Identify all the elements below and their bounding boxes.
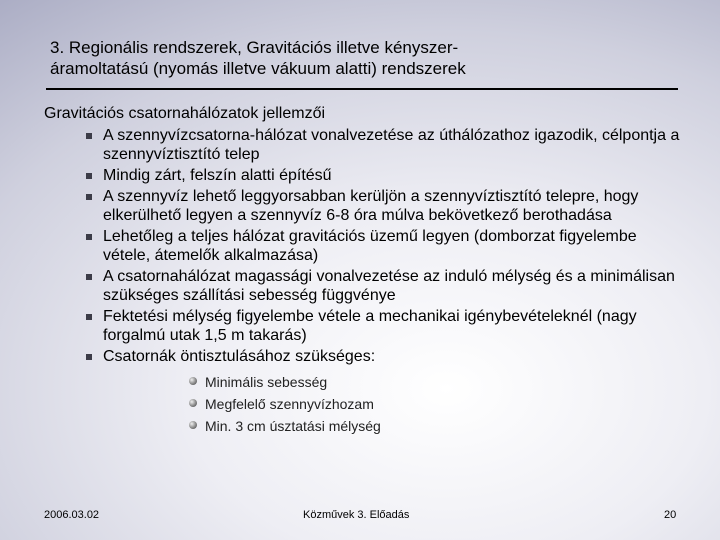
footer-date: 2006.03.02 xyxy=(44,509,100,521)
bullet-text: A szennyvízcsatorna-hálózat vonalvezetése az úthálózathoz igazodik, célpontja a szennyvíztisztító telep xyxy=(103,127,680,163)
slide-title-line-1: 3. Regionális rendszerek, Gravitációs illetve kényszer- xyxy=(50,38,459,57)
sub-bullet-text: Megfelelő szennyvízhozam xyxy=(205,396,374,412)
sub-bullet-text: Min. 3 cm úsztatási mélység xyxy=(205,418,381,434)
bullet-text: Fektetési mélység figyelembe vétele a mechanikai igénybevételeknél (nagy forgalmú utak 1,5 m takarás) xyxy=(103,308,637,344)
title-divider xyxy=(46,88,678,90)
footer-title: Közművek 3. Előadás xyxy=(303,509,410,521)
bullet-item xyxy=(44,267,684,305)
slide-body xyxy=(44,104,684,437)
section-heading: Gravitációs csatornahálózatok jellemzői xyxy=(44,105,326,122)
square-bullet-icon xyxy=(86,173,92,179)
sub-bullet-list xyxy=(44,371,684,437)
sub-bullet-item xyxy=(44,393,684,415)
bullet-text: Mindig zárt, felszín alatti építésű xyxy=(103,167,332,184)
bullet-text: Lehetőleg a teljes hálózat gravitációs üzemű legyen (domborzat figyelembe vétele, átemelők alkalmazása) xyxy=(103,228,637,264)
slide-title xyxy=(50,37,690,79)
sub-bullet-item xyxy=(44,415,684,437)
bullet-text: A szennyvíz lehető leggyorsabban kerüljön a szennyvíztisztító telepre, hogy elkerülhető legyen a szennyvíz 6-8 óra múlva bekövetkező berothadása xyxy=(103,188,639,224)
round-bullet-icon xyxy=(189,421,197,429)
round-bullet-icon xyxy=(189,399,197,407)
page-number: 20 xyxy=(664,509,677,521)
bullet-item xyxy=(44,187,684,225)
bullet-item xyxy=(44,307,684,345)
slide-title-line-2: áramoltatású (nyomás illetve vákuum alatti) rendszerek xyxy=(50,59,466,78)
square-bullet-icon xyxy=(86,234,92,240)
bullet-text: Csatornák öntisztulásához szükséges: xyxy=(103,348,376,365)
square-bullet-icon xyxy=(86,354,92,360)
square-bullet-icon xyxy=(86,133,92,139)
bullet-item xyxy=(44,227,684,265)
bullet-text: A csatornahálózat magassági vonalvezetése az induló mélység és a minimálisan szükséges szállítási sebesség függvénye xyxy=(103,268,675,304)
bullet-list xyxy=(44,126,684,366)
bullet-item xyxy=(44,347,684,366)
bullet-item xyxy=(44,126,684,164)
square-bullet-icon xyxy=(86,274,92,280)
bullet-item xyxy=(44,166,684,185)
sub-bullet-item xyxy=(44,371,684,393)
square-bullet-icon xyxy=(86,314,92,320)
square-bullet-icon xyxy=(86,194,92,200)
round-bullet-icon xyxy=(189,377,197,385)
sub-bullet-text: Minimális sebesség xyxy=(205,374,328,390)
